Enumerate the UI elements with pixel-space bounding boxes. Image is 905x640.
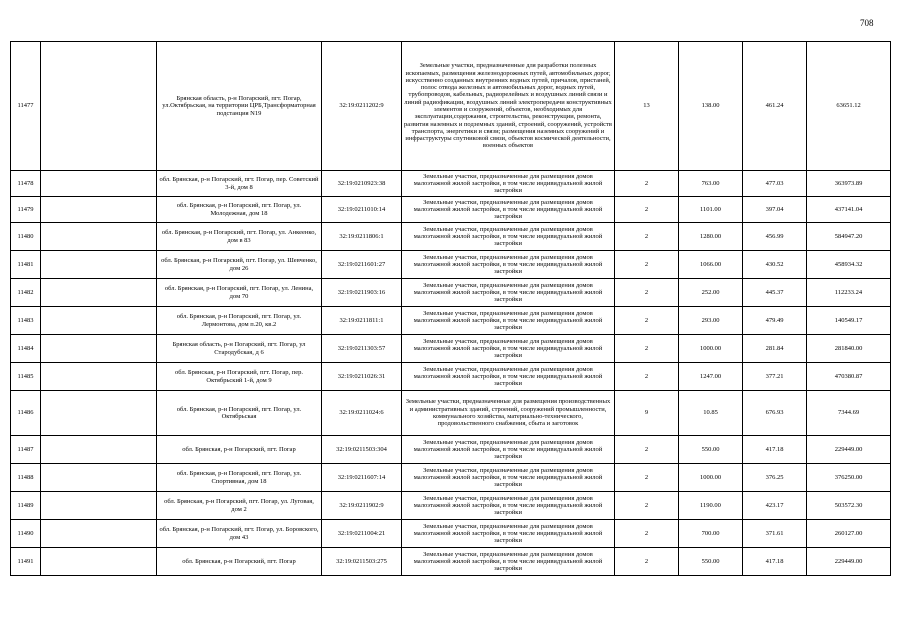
record-id: 11488	[11, 464, 41, 492]
record-id: 11480	[11, 223, 41, 251]
group-number: 2	[615, 363, 679, 391]
cadastral-number: 32:19:0211601:27	[322, 251, 402, 279]
land-purpose: Земельные участки, предназначенные для разработки полезных ископаемых, размещения железнодорожных путей, автомобильных дорог, искусственно созданных внутренних водных путей, причалов, пристаней, полос отвода железных и автомобильных дорог, водных путей, трубопроводов, кабельных, радиорелейных и воздушных линий связи и линий радиофикации, воздушных линий электропередачи конструктивных элементов и сооружений, объектов, необходимых для эксплуатации,содержания, строительства, реконструкции, ремонта, развития наземных и подземных зданий, строений, сооружений, устройств транспорта, энергетики и связи; размещения наземных сооружений и инфраструктуры спутниковой связи, объектов космической деятельности, военных объектов	[402, 42, 615, 171]
table-row	[11, 279, 891, 307]
area-value: 1190.00	[679, 492, 743, 520]
group-number: 2	[615, 251, 679, 279]
cadastral-value: 503572.30	[807, 492, 891, 520]
empty-cell	[41, 335, 157, 363]
cadastral-value: 7344.69	[807, 391, 891, 436]
land-purpose: Земельные участки, предназначенные для размещения домов малоэтажной жилой застройки, в том числе индивидуальной жилой застройки	[402, 335, 615, 363]
land-registry-table	[10, 41, 891, 576]
cadastral-number: 32:19:0210923:38	[322, 171, 402, 197]
cadastral-number: 32:19:0211303:57	[322, 335, 402, 363]
cadastral-value: 376250.00	[807, 464, 891, 492]
rate-value: 417.18	[743, 548, 807, 576]
group-number: 2	[615, 335, 679, 363]
address-cell: обл. Брянская, р-н Погарский, пгт. Погар, ул. Лермонтова, дом п.20, кв.2	[157, 307, 322, 335]
cadastral-number: 32:19:0211811:1	[322, 307, 402, 335]
cadastral-value: 437141.04	[807, 197, 891, 223]
record-id: 11486	[11, 391, 41, 436]
cadastral-value: 140549.17	[807, 307, 891, 335]
cadastral-value: 260127.00	[807, 520, 891, 548]
area-value: 700.00	[679, 520, 743, 548]
rate-value: 479.49	[743, 307, 807, 335]
empty-cell	[41, 42, 157, 171]
address-cell: обл. Брянская, р-н Погарский, пгт. Погар, ул. Ленина, дом 70	[157, 279, 322, 307]
cadastral-value: 470380.87	[807, 363, 891, 391]
address-cell: Брянская область, р-н Погарский, пгт. Погар, ул.Октябрьская, на территории ЦРБ,Трансформаторная подстанция N19	[157, 42, 322, 171]
address-cell: Брянская область, р-н Погарский, пгт. Погар, ул Стародубская, д 6	[157, 335, 322, 363]
record-id: 11481	[11, 251, 41, 279]
table-row	[11, 363, 891, 391]
group-number: 2	[615, 279, 679, 307]
table-row	[11, 548, 891, 576]
table-row	[11, 520, 891, 548]
table-row	[11, 197, 891, 223]
table-row	[11, 335, 891, 363]
rate-value: 456.99	[743, 223, 807, 251]
address-cell: обл. Брянская, р-н Погарский, пгт. Погар, ул. Луговая, дом 2	[157, 492, 322, 520]
rate-value: 461.24	[743, 42, 807, 171]
group-number: 2	[615, 436, 679, 464]
address-cell: обл. Брянская, р-н Погарский, пгт. Погар, пер. Советский 3-й, дом 8	[157, 171, 322, 197]
empty-cell	[41, 223, 157, 251]
group-number: 2	[615, 548, 679, 576]
empty-cell	[41, 171, 157, 197]
area-value: 1000.00	[679, 464, 743, 492]
address-cell: обл. Брянская, р-н Погарский, пгт. Погар, ул. Спортивная, дом 18	[157, 464, 322, 492]
area-value: 550.00	[679, 548, 743, 576]
record-id: 11487	[11, 436, 41, 464]
address-cell: обл. Брянская, р-н Погарский, пгт. Погар, ул. Октябрьская	[157, 391, 322, 436]
table-row	[11, 492, 891, 520]
record-id: 11478	[11, 171, 41, 197]
empty-cell	[41, 363, 157, 391]
empty-cell	[41, 307, 157, 335]
land-purpose: Земельные участки, предназначенные для размещения домов малоэтажной жилой застройки, в том числе индивидуальной жилой застройки	[402, 307, 615, 335]
record-id: 11479	[11, 197, 41, 223]
area-value: 252.00	[679, 279, 743, 307]
group-number: 2	[615, 492, 679, 520]
rate-value: 371.61	[743, 520, 807, 548]
group-number: 2	[615, 464, 679, 492]
rate-value: 376.25	[743, 464, 807, 492]
cadastral-number: 32:19:0211503:275	[322, 548, 402, 576]
cadastral-number: 32:19:0211004:21	[322, 520, 402, 548]
group-number: 9	[615, 391, 679, 436]
group-number: 2	[615, 520, 679, 548]
group-number: 2	[615, 171, 679, 197]
empty-cell	[41, 492, 157, 520]
empty-cell	[41, 548, 157, 576]
land-purpose: Земельные участки, предназначенные для размещения домов малоэтажной жилой застройки, в том числе индивидуальной жилой застройки	[402, 520, 615, 548]
record-id: 11477	[11, 42, 41, 171]
record-id: 11485	[11, 363, 41, 391]
cadastral-value: 458934.32	[807, 251, 891, 279]
rate-value: 430.52	[743, 251, 807, 279]
group-number: 2	[615, 197, 679, 223]
land-purpose: Земельные участки, предназначенные для размещения домов малоэтажной жилой застройки, в том числе индивидуальной жилой застройки	[402, 171, 615, 197]
land-purpose: Земельные участки, предназначенные для размещения домов малоэтажной жилой застройки, в том числе индивидуальной жилой застройки	[402, 492, 615, 520]
table-row	[11, 251, 891, 279]
page-number: 708	[860, 18, 874, 28]
area-value: 1247.00	[679, 363, 743, 391]
record-id: 11483	[11, 307, 41, 335]
cadastral-number: 32:19:0211503:304	[322, 436, 402, 464]
area-value: 293.00	[679, 307, 743, 335]
cadastral-number: 32:19:0211024:6	[322, 391, 402, 436]
empty-cell	[41, 251, 157, 279]
table-row	[11, 436, 891, 464]
cadastral-value: 112233.24	[807, 279, 891, 307]
cadastral-number: 32:19:0211607:14	[322, 464, 402, 492]
table-row	[11, 464, 891, 492]
rate-value: 477.03	[743, 171, 807, 197]
land-purpose: Земельные участки, предназначенные для размещения домов малоэтажной жилой застройки, в том числе индивидуальной жилой застройки	[402, 363, 615, 391]
table-body	[11, 42, 891, 576]
rate-value: 281.84	[743, 335, 807, 363]
area-value: 763.00	[679, 171, 743, 197]
empty-cell	[41, 520, 157, 548]
empty-cell	[41, 464, 157, 492]
address-cell: обл. Брянская, р-н Погарский, пгт. Погар, ул. Шевченко, дом 26	[157, 251, 322, 279]
empty-cell	[41, 436, 157, 464]
cadastral-number: 32:19:0211202:9	[322, 42, 402, 171]
land-purpose: Земельные участки, предназначенные для размещения домов малоэтажной жилой застройки, в том числе индивидуальной жилой застройки	[402, 279, 615, 307]
area-value: 10.85	[679, 391, 743, 436]
table-row	[11, 391, 891, 436]
record-id: 11491	[11, 548, 41, 576]
cadastral-value: 584947.20	[807, 223, 891, 251]
empty-cell	[41, 197, 157, 223]
area-value: 138.00	[679, 42, 743, 171]
record-id: 11489	[11, 492, 41, 520]
land-purpose: Земельные участки, предназначенные для размещения домов малоэтажной жилой застройки, в том числе индивидуальной жилой застройки	[402, 251, 615, 279]
area-value: 1066.00	[679, 251, 743, 279]
table-row	[11, 307, 891, 335]
cadastral-number: 32:19:0211010:14	[322, 197, 402, 223]
rate-value: 676.93	[743, 391, 807, 436]
cadastral-value: 229449.00	[807, 436, 891, 464]
address-cell: обл. Брянская, р-н Погарский, пгт. Погар, ул. Молодежная, дом 18	[157, 197, 322, 223]
rate-value: 445.37	[743, 279, 807, 307]
rate-value: 423.17	[743, 492, 807, 520]
cadastral-value: 229449.00	[807, 548, 891, 576]
cadastral-value: 363973.89	[807, 171, 891, 197]
table-row	[11, 171, 891, 197]
group-number: 2	[615, 307, 679, 335]
record-id: 11482	[11, 279, 41, 307]
address-cell: обл. Брянская, р-н Погарский, пгт. Погар, ул. Боровского, дом 43	[157, 520, 322, 548]
cadastral-number: 32:19:0211902:9	[322, 492, 402, 520]
cadastral-number: 32:19:0211806:1	[322, 223, 402, 251]
address-cell: обл. Брянская, р-н Погарский, пгт. Погар, пер. Октябрьский 1-й, дом 9	[157, 363, 322, 391]
rate-value: 397.04	[743, 197, 807, 223]
land-purpose: Земельные участки, предназначенные для размещения домов малоэтажной жилой застройки, в том числе индивидуальной жилой застройки	[402, 197, 615, 223]
table-row	[11, 42, 891, 171]
area-value: 1000.00	[679, 335, 743, 363]
cadastral-value: 63651.12	[807, 42, 891, 171]
land-purpose: Земельные участки, предназначенные для размещения домов малоэтажной жилой застройки, в том числе индивидуальной жилой застройки	[402, 436, 615, 464]
empty-cell	[41, 391, 157, 436]
area-value: 1101.00	[679, 197, 743, 223]
area-value: 1280.00	[679, 223, 743, 251]
group-number: 2	[615, 223, 679, 251]
rate-value: 417.18	[743, 436, 807, 464]
area-value: 550.00	[679, 436, 743, 464]
record-id: 11484	[11, 335, 41, 363]
cadastral-value: 281840.00	[807, 335, 891, 363]
cadastral-number: 32:19:0211903:16	[322, 279, 402, 307]
table-row	[11, 223, 891, 251]
address-cell: обл. Брянская, р-н Погарский, пгт. Погар, ул. Анкеенко, дом в 83	[157, 223, 322, 251]
group-number: 13	[615, 42, 679, 171]
address-cell: обл. Брянская, р-н Погарский, пгт. Погар	[157, 548, 322, 576]
land-purpose: Земельные участки, предназначенные для размещения домов малоэтажной жилой застройки, в том числе индивидуальной жилой застройки	[402, 464, 615, 492]
empty-cell	[41, 279, 157, 307]
record-id: 11490	[11, 520, 41, 548]
rate-value: 377.21	[743, 363, 807, 391]
address-cell: обл. Брянская, р-н Погарский, пгт. Погар	[157, 436, 322, 464]
land-purpose: Земельные участки, предназначенные для размещения производственных и административных зданий, строений, сооружений промышленности, коммунального хозяйства, материально-технического, продовольственного снабжения, сбыта и заготовок	[402, 391, 615, 436]
cadastral-number: 32:19:0211026:31	[322, 363, 402, 391]
land-purpose: Земельные участки, предназначенные для размещения домов малоэтажной жилой застройки, в том числе индивидуальной жилой застройки	[402, 548, 615, 576]
land-purpose: Земельные участки, предназначенные для размещения домов малоэтажной жилой застройки, в том числе индивидуальной жилой застройки	[402, 223, 615, 251]
